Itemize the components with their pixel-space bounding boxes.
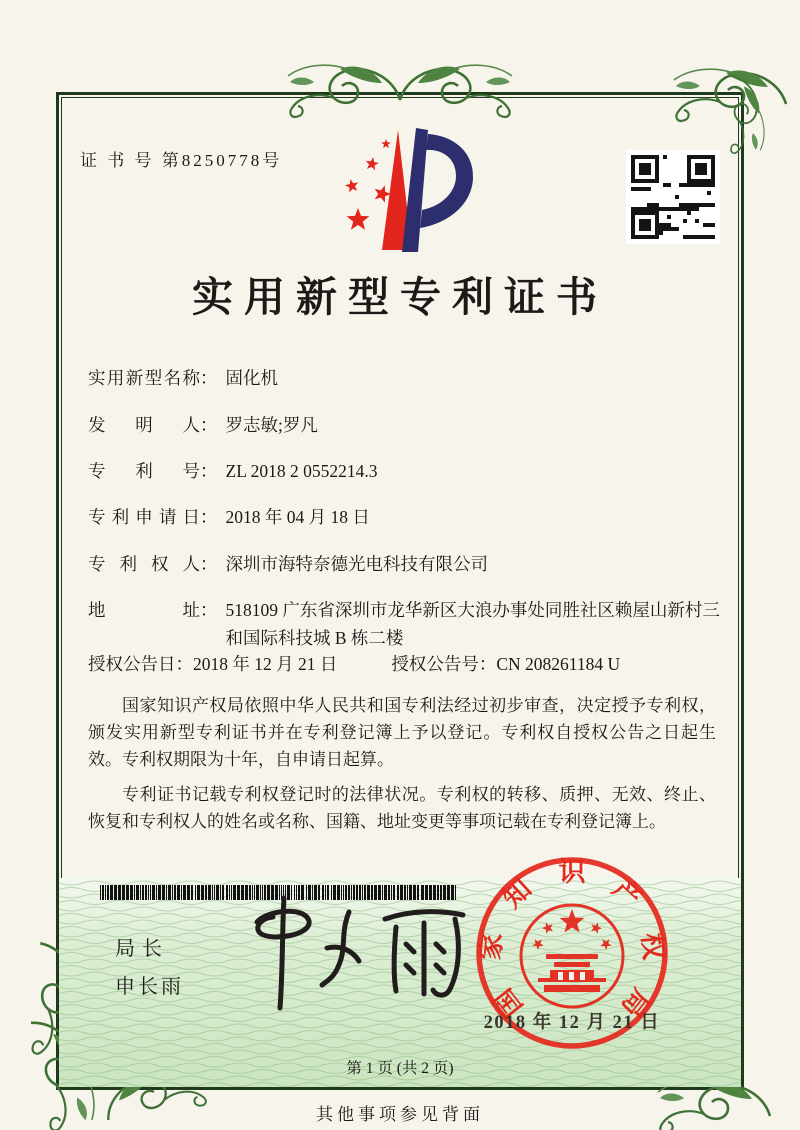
signature-name: 申长雨 <box>115 976 184 998</box>
field-row-address <box>88 596 728 652</box>
svg-text:产: 产 <box>606 873 647 914</box>
field-colon: ： <box>200 600 218 620</box>
svg-text:国: 国 <box>488 982 529 1023</box>
svg-text:局: 局 <box>615 982 656 1023</box>
svg-text:权: 权 <box>636 931 669 962</box>
handwritten-signature <box>199 888 509 1018</box>
field-label: 地址 <box>88 600 200 620</box>
field-colon: ： <box>200 368 218 388</box>
svg-text:知: 知 <box>497 873 538 914</box>
field-colon: ： <box>200 554 218 574</box>
field-colon: ： <box>200 507 218 527</box>
field-value: 深圳市海特奈德光电科技有限公司 <box>225 554 488 574</box>
signature-title: 局长 <box>115 938 169 960</box>
field-row-filing-date <box>88 503 370 531</box>
field-row-patent-no <box>88 457 377 485</box>
field-colon: ： <box>175 654 193 674</box>
grant-no-label: 授权公告号 <box>391 654 479 674</box>
national-emblem <box>521 905 623 1007</box>
svg-text:识: 识 <box>558 857 586 887</box>
field-label: 实用新型名称 <box>88 368 200 388</box>
body-paragraph-2: 专利证书记载专利权登记时的法律状况。专利权的转移、质押、无效、终止、恢复和专利权人的姓名或名称、国籍、地址变更等事项记载在专利登记簿上。 <box>88 785 716 831</box>
field-value: ZL 2018 2 0552214.3 <box>225 461 378 481</box>
seal-arc-text <box>475 857 669 1023</box>
logo-stars <box>345 139 391 230</box>
legal-text-block <box>88 692 716 835</box>
body-paragraph-1: 国家知识产权局依照中华人民共和国专利法经过初步审查，决定授予专利权，颁发实用新型专利证书并在专利登记簿上予以登记。专利权自授权公告之日起生效。专利权期限为十年，自申请日起算。 <box>88 696 716 769</box>
field-value: 罗志敏;罗凡 <box>225 415 318 435</box>
field-colon: ： <box>478 654 497 674</box>
qr-code <box>626 150 720 244</box>
field-label: 专利号 <box>88 461 200 481</box>
field-colon: ： <box>200 415 218 435</box>
field-row-inventor <box>88 411 318 439</box>
grant-no-value: CN 208261184 U <box>496 654 621 674</box>
grant-date-label: 授权公告日 <box>88 654 176 674</box>
field-value: 2018 年 04 月 18 日 <box>225 507 370 527</box>
cnipa-logo <box>324 124 476 260</box>
field-label: 专利权人 <box>88 554 200 574</box>
certificate-title: 实用新型专利证书 <box>192 274 608 320</box>
svg-text:家: 家 <box>475 931 508 962</box>
grant-row <box>88 650 620 678</box>
field-value: 518109 广东省深圳市龙华新区大浪办事处同胜社区赖屋山新村三和国际科技城 B 栋二楼 <box>225 600 720 648</box>
field-row-name <box>88 364 278 392</box>
certificate-number: 证 书 号 第8250778号 <box>80 151 283 170</box>
back-note: 其他事项参见背面 <box>316 1105 484 1124</box>
field-colon: ： <box>200 461 218 481</box>
grant-date-value: 2018 年 12 月 21 日 <box>193 654 338 674</box>
field-label: 专利申请日 <box>88 507 200 527</box>
field-value: 固化机 <box>225 368 278 388</box>
seal-date: 2018 年 12 月 21 日 <box>483 1013 661 1033</box>
logo-blue-p <box>402 128 473 252</box>
official-seal <box>468 856 676 1060</box>
field-label: 发明人 <box>88 415 200 435</box>
page-number: 第 1 页 (共 2 页) <box>346 1060 454 1077</box>
field-row-patentee <box>88 550 488 578</box>
